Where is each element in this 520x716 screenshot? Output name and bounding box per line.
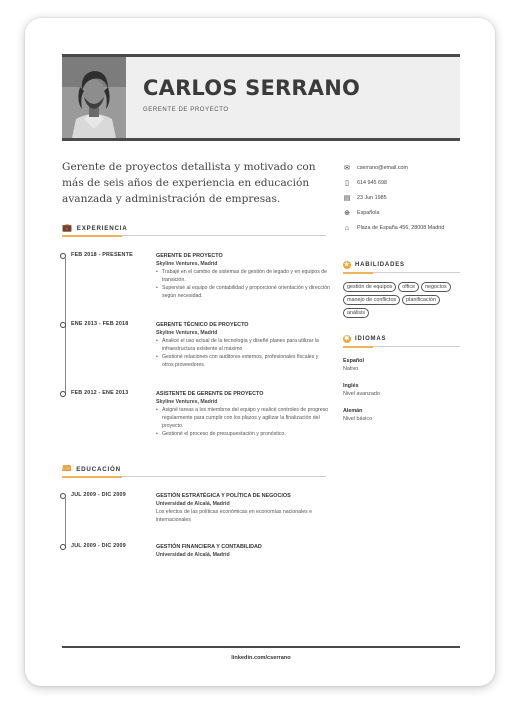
entry-title: GERENTE TÉCNICO DE PROYECTO	[156, 322, 249, 328]
language-level: Nivel avanzado	[343, 391, 380, 397]
education-divider	[62, 476, 326, 477]
skill-tag: análisis	[343, 308, 369, 318]
skill-tag: gestión de equipos	[343, 282, 396, 292]
candidate-role: GERENTE DE PROYECTO	[143, 107, 229, 113]
calendar-icon: ▤	[343, 195, 351, 202]
experience-divider	[62, 235, 326, 236]
entry-org: Skyline Ventures, Madrid	[156, 399, 218, 405]
timeline-dot	[60, 391, 66, 397]
skill-tag: office	[398, 282, 419, 292]
book-icon: 🕮	[62, 464, 73, 473]
skills-divider	[343, 272, 460, 273]
header-bottom-rule	[62, 138, 460, 141]
language-item	[343, 407, 453, 423]
phone-icon: ▯	[345, 180, 349, 187]
entry-title: GESTIÓN ESTRATÉGICA Y POLÍTICA DE NEGOCIOS	[156, 493, 291, 499]
entry-bullet: • Gestioné relaciones con auditores externos, profesionales fiscales y otros proveedores.	[156, 353, 331, 369]
language-name: Alemán	[343, 408, 363, 414]
entry-bullet: • Asigné tareas a los miembros del equipo y realicé controles de progreso regularmente para cumplir con los plazos y agilizar la finalización del proyecto.	[156, 406, 331, 430]
entry-org: Skyline Ventures, Madrid	[156, 261, 218, 267]
timeline-dot	[60, 493, 66, 499]
skill-tag: planificación	[402, 295, 440, 305]
timeline-dot	[60, 322, 66, 328]
language-name: Inglés	[343, 383, 359, 389]
entry-org: Universidad de Alcalá, Madrid	[156, 552, 230, 558]
contact-nationality: ⊕ Española	[344, 210, 380, 217]
portrait-image	[62, 57, 126, 138]
skills-section-title: ★ HABILIDADES	[343, 262, 405, 268]
globe-icon: ⊕	[344, 210, 350, 217]
footer-rule	[62, 646, 460, 648]
language-level: Nivel básico	[343, 416, 373, 422]
timeline-dot	[60, 544, 66, 550]
entry-date: ENE 2013 - FEB 2018	[71, 321, 129, 327]
language-level: Nativo	[343, 366, 359, 372]
contact-email[interactable]: ✉ cserrano@email.com	[344, 165, 409, 172]
profile-photo	[62, 57, 126, 138]
languages-divider	[343, 346, 460, 347]
languages-section-title: ✱ IDIOMAS	[344, 336, 387, 342]
contact-address: ⌂ Plaza de España 456, 28008 Madrid	[344, 225, 445, 232]
mail-icon: ✉	[344, 165, 350, 172]
language-item	[343, 357, 453, 373]
linkedin-link[interactable]: linkedin.com/cserrano	[231, 655, 291, 661]
entry-title: GESTIÓN FINANCIERA Y CONTABILIDAD	[156, 544, 262, 550]
home-icon: ⌂	[344, 225, 350, 232]
entry-bullet: • Trabajé en el cambio de sistemas de gestión de legado y en equipos de transición.	[156, 268, 331, 284]
entry-date: JUL 2009 - DIC 2009	[71, 492, 126, 498]
timeline-dot	[60, 253, 66, 259]
entry-bullet: • Supervisé al equipo de contabilidad y proporcioné orientación y dirección según necesidad.	[156, 284, 331, 300]
entry-date: JUL 2009 - DIC 2009	[71, 543, 126, 549]
language-name: Español	[343, 358, 364, 364]
star-icon: ★	[343, 262, 351, 268]
entry-title: ASISTENTE DE GERENTE DE PROYECTO	[156, 391, 264, 397]
skill-tag: negocios	[421, 282, 451, 292]
entry-bullet: • Gestioné el proceso de presupuestación y pronóstico.	[156, 430, 331, 438]
skill-tag: manejo de conflictos	[343, 295, 400, 305]
education-section-title: 🕮 EDUCACIÓN	[62, 464, 121, 473]
resume-sheet	[25, 18, 495, 686]
entry-date: FEB 2012 - ENE 2013	[71, 390, 129, 396]
entry-org: Skyline Ventures, Madrid	[156, 330, 218, 336]
language-item	[343, 382, 453, 398]
entry-description: Los efectos de las políticas económicas en economías nacionales e internacionales	[156, 509, 313, 523]
entry-date: FEB 2018 - PRESENTE	[71, 252, 133, 258]
profile-summary: Gerente de proyectos detallista y motivado con más de seis años de experiencia en educación avanzada y administración de empresas.	[62, 161, 316, 205]
contact-birthdate: ▤ 23 Jun 1985	[343, 195, 387, 202]
contact-phone[interactable]: ▯ 614 945 698	[343, 180, 457, 188]
entry-org: Universidad de Alcalá, Madrid	[156, 501, 230, 507]
entry-title: GERENTE DE PROYECTO	[156, 253, 223, 259]
experience-section-title: 💼 EXPERIENCIA	[62, 223, 128, 232]
briefcase-icon: 💼	[62, 223, 73, 232]
skills-tags	[343, 282, 461, 318]
chat-icon: ✱	[344, 336, 350, 342]
education-timeline	[65, 498, 66, 548]
entry-bullet: • Analicé el uso actual de la tecnología y diseñé planes para utilizar la infraestructura existente al máximo	[156, 337, 331, 353]
candidate-name: CARLOS SERRANO	[143, 76, 361, 100]
